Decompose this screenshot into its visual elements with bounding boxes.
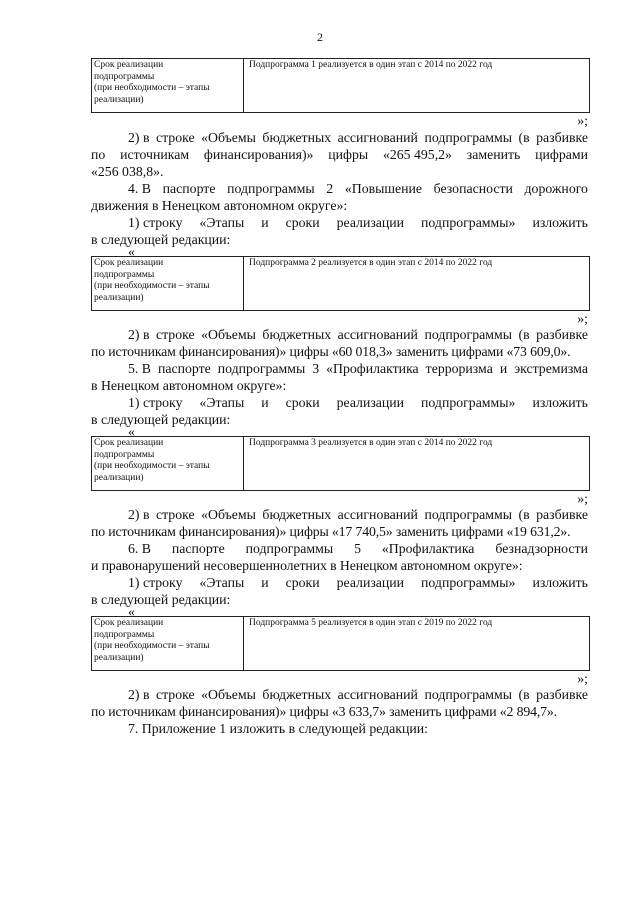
paragraph-line: 2) в строке «Объемы бюджетных ассигнований подпрограммы (в разбивке	[128, 327, 588, 342]
paragraph-line: 2) в строке «Объемы бюджетных ассигнований подпрограммы (в разбивке	[128, 687, 588, 702]
passport-table-4	[91, 616, 590, 671]
table-label-cell: Срок реализации подпрограммы (при необходимости – этапы реализации)	[92, 617, 244, 670]
paragraph-line: по источникам финансирования)» цифры «265 495,2» заменить цифрами	[91, 147, 588, 162]
passport-table-3	[91, 436, 590, 491]
open-quote: «	[128, 604, 135, 619]
open-quote: «	[128, 244, 135, 259]
paragraph-line: 7. Приложение 1 изложить в следующей редакции:	[128, 721, 428, 736]
paragraph-line: 4. В паспорте подпрограммы 2 «Повышение безопасности дорожного	[128, 181, 588, 196]
close-quote: »;	[577, 113, 588, 128]
paragraph-line: 1) строку «Этапы и сроки реализации подпрограммы» изложить	[128, 575, 588, 590]
paragraph-line: по источникам финансирования)» цифры «3 633,7» заменить цифрами «2 894,7».	[91, 704, 557, 719]
page-number: 2	[317, 30, 323, 44]
table-label-cell: Срок реализации подпрограммы (при необходимости – этапы реализации)	[92, 437, 244, 490]
paragraph-line: в следующей редакции:	[91, 412, 231, 427]
table-label-cell: Срок реализации подпрограммы (при необходимости – этапы реализации)	[92, 59, 244, 112]
table-value-cell: Подпрограмма 2 реализуется в один этап с 2014 по 2022 год	[249, 258, 493, 268]
table-value-cell: Подпрограмма 3 реализуется в один этап с 2014 по 2022 год	[249, 438, 493, 448]
paragraph-line: в следующей редакции:	[91, 592, 231, 607]
table-value-cell: Подпрограмма 1 реализуется в один этап с 2014 по 2022 год	[249, 60, 493, 70]
paragraph-line: в следующей редакции:	[91, 232, 231, 247]
open-quote: «	[128, 424, 135, 439]
paragraph-line: движения в Ненецком автономном округе»:	[91, 198, 348, 213]
paragraph-line: 2) в строке «Объемы бюджетных ассигнований подпрограммы (в разбивке	[128, 507, 588, 522]
paragraph-line: 1) строку «Этапы и сроки реализации подпрограммы» изложить	[128, 395, 588, 410]
close-quote: »;	[577, 491, 588, 506]
paragraph-line: 2) в строке «Объемы бюджетных ассигнований подпрограммы (в разбивке	[128, 130, 588, 145]
passport-table-1	[91, 58, 590, 113]
paragraph-line: «256 038,8».	[91, 164, 164, 179]
paragraph-line: 1) строку «Этапы и сроки реализации подпрограммы» изложить	[128, 215, 588, 230]
passport-table-2	[91, 256, 590, 311]
close-quote: »;	[577, 311, 588, 326]
paragraph-line: и правонарушений несовершеннолетних в Ненецком автономном округе»:	[91, 558, 523, 573]
paragraph-line: по источникам финансирования)» цифры «17 740,5» заменить цифрами «19 631,2».	[91, 524, 571, 539]
close-quote: »;	[577, 671, 588, 686]
paragraph-line: по источникам финансирования)» цифры «60 018,3» заменить цифрами «73 609,0».	[91, 344, 571, 359]
paragraph-line: 6. В паспорте подпрограммы 5 «Профилактика безнадзорности	[128, 541, 588, 556]
paragraph-line: 5. В паспорте подпрограммы 3 «Профилактика терроризма и экстремизма	[128, 361, 588, 376]
paragraph-line: в Ненецком автономном округе»:	[91, 378, 287, 393]
table-value-cell: Подпрограмма 5 реализуется в один этап с 2019 по 2022 год	[249, 618, 493, 628]
table-label-cell: Срок реализации подпрограммы (при необходимости – этапы реализации)	[92, 257, 244, 310]
